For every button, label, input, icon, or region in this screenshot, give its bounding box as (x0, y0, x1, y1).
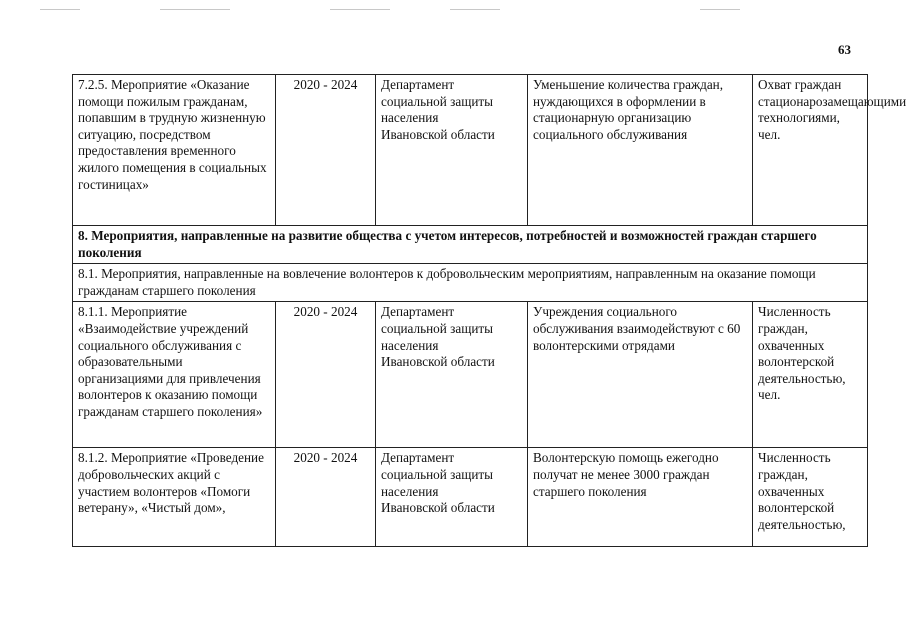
subsection-heading: 8.1. Мероприятия, направленные на вовлечение волонтеров к добровольческим мероприятиям, направленным на оказание помощи гражданам старшего поколения (73, 264, 868, 302)
result-cell: Волонтерскую помощь ежегодно получат не менее 3000 граждан старшего поколения (528, 448, 753, 547)
period-cell: 2020 - 2024 (276, 75, 376, 226)
executor-cell: Департамент социальной защиты населения Ивановской области (376, 75, 528, 226)
activity-name-cell: 7.2.5. Мероприятие «Оказание помощи пожилым гражданам, попавшим в трудную жизненную ситуацию, посредством предоставления временного жилого помещения в социальных гостиницах» (73, 75, 276, 226)
table-row (73, 75, 868, 226)
table-row (73, 448, 868, 547)
indicator-cell: Численность граждан, охваченных волонтерской деятельностью, (753, 448, 868, 547)
action-plan-table (72, 74, 906, 547)
result-cell: Уменьшение количества граждан, нуждающихся в оформлении в стационарную организацию социального обслуживания (528, 75, 753, 226)
table-row (73, 226, 868, 264)
table-row (73, 264, 868, 302)
indicator-cell: Охват граждан стационарозамещающими технологиями, чел. (753, 75, 868, 226)
indicator-cell: Численность граждан, охваченных волонтерской деятельностью, чел. (753, 302, 868, 448)
activity-name-cell: 8.1.1. Мероприятие «Взаимодействие учреждений социального обслуживания с образовательными организациями для привлечения волонтеров к оказанию помощи гражданам старшего поколения» (73, 302, 276, 448)
period-cell: 2020 - 2024 (276, 302, 376, 448)
scan-artifacts (0, 6, 905, 16)
result-cell: Учреждения социального обслуживания взаимодействуют с 60 волонтерскими отрядами (528, 302, 753, 448)
section-heading: 8. Мероприятия, направленные на развитие общества с учетом интересов, потребностей и возможностей граждан старшего поколения (73, 226, 868, 264)
table-row (73, 302, 868, 448)
page-number: 63 (838, 42, 851, 57)
executor-cell: Департамент социальной защиты населения Ивановской области (376, 302, 528, 448)
period-cell: 2020 - 2024 (276, 448, 376, 547)
executor-cell: Департамент социальной защиты населения Ивановской области (376, 448, 528, 547)
activity-name-cell: 8.1.2. Мероприятие «Проведение добровольческих акций с участием волонтеров «Помоги ветерану», «Чистый дом», (73, 448, 276, 547)
